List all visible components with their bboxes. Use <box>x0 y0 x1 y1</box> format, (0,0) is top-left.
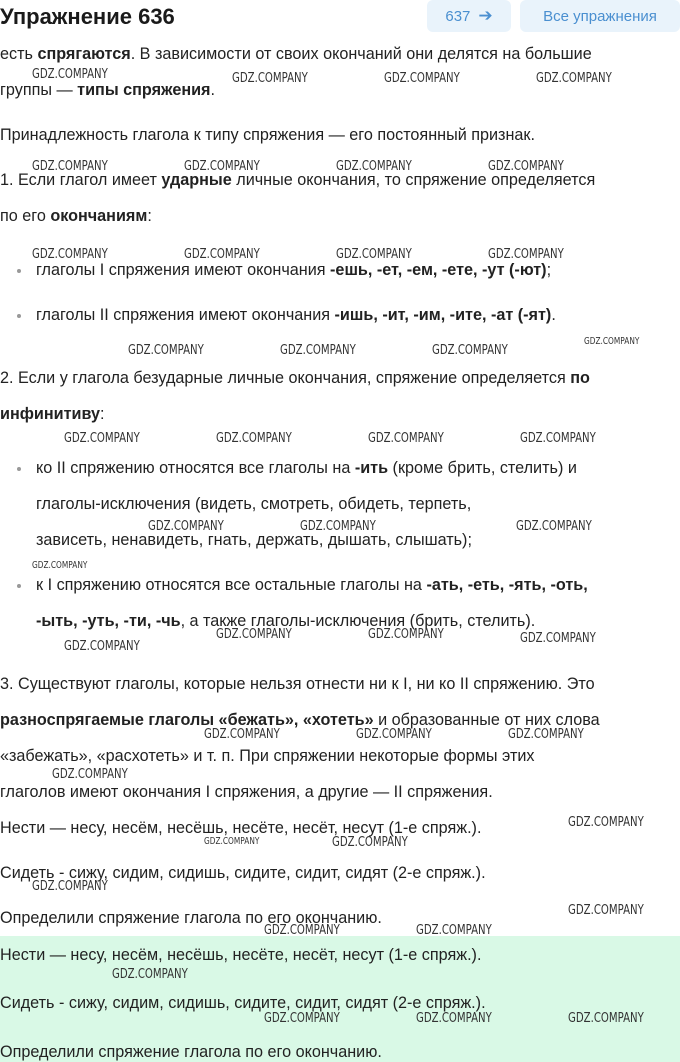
bullet-dot <box>17 467 21 471</box>
watermark: GDZ.COMPANY <box>32 159 108 174</box>
example-line: Определили спряжение глагола по его окончанию. <box>0 909 382 927</box>
watermark: GDZ.COMPANY <box>128 343 204 358</box>
text-line: инфинитиву: <box>0 405 105 423</box>
watermark: GDZ.COMPANY <box>332 835 408 850</box>
watermark: GDZ.COMPANY <box>488 247 564 262</box>
watermark: GDZ.COMPANY <box>568 903 644 918</box>
next-exercise-button[interactable] <box>427 0 511 32</box>
all-exercises-button[interactable]: Все упражнения <box>520 0 680 32</box>
watermark: GDZ.COMPANY <box>184 247 260 262</box>
list-item-cont: зависеть, ненавидеть, гнать, держать, дышать, слышать); <box>36 531 472 549</box>
watermark: GDZ.COMPANY <box>368 431 444 446</box>
answer-line: Определили спряжение глагола по его окончанию. <box>0 1043 382 1061</box>
watermark: GDZ.COMPANY <box>516 519 592 534</box>
watermark: GDZ.COMPANY <box>280 343 356 358</box>
watermark: GDZ.COMPANY <box>536 71 612 86</box>
watermark: GDZ.COMPANY <box>32 879 108 894</box>
example-line: Сидеть - сижу, сидим, сидишь, сидите, сидит, сидят (2-е спряж.). <box>0 864 486 882</box>
text-line: по его окончаниям: <box>0 207 152 225</box>
answer-line: Сидеть - сижу, сидим, сидишь, сидите, сидит, сидят (2-е спряж.). <box>0 994 486 1012</box>
list-item: к I спряжению относятся все остальные глаголы на -ать, -еть, -ять, -оть, <box>36 576 588 594</box>
bullet-dot <box>17 584 21 588</box>
text-line: глаголов имеют окончания I спряжения, а другие — II спряжения. <box>0 783 493 801</box>
watermark: GDZ.COMPANY <box>264 1011 340 1026</box>
text-line: «забежать», «расхотеть» и т. п. При спряжении некоторые формы этих <box>0 747 535 765</box>
watermark: GDZ.COMPANY <box>300 519 376 534</box>
watermark: GDZ.COMPANY <box>264 923 340 938</box>
text-line: есть спрягаются. В зависимости от своих окончаний они делятся на большие <box>0 45 592 63</box>
watermark: GDZ.COMPANY <box>64 639 140 654</box>
watermark: GDZ.COMPANY <box>336 247 412 262</box>
bullet-dot <box>17 314 21 318</box>
watermark: GDZ.COMPANY <box>112 967 188 982</box>
watermark: GDZ.COMPANY <box>356 727 432 742</box>
watermark: GDZ.COMPANY <box>216 627 292 642</box>
answer-block <box>0 936 680 1062</box>
watermark: GDZ.COMPANY <box>384 71 460 86</box>
list-item-cont: -ыть, -уть, -ти, -чь, а также глаголы-исключения (брить, стелить). <box>36 612 536 630</box>
watermark: GDZ.COMPANY <box>416 1011 492 1026</box>
bullet-dot <box>17 269 21 273</box>
answer-line: Нести — несу, несём, несёшь, несёте, несёт, несут (1-е спряж.). <box>0 946 482 964</box>
watermark: GDZ.COMPANY <box>204 836 260 847</box>
watermark: GDZ.COMPANY <box>204 727 280 742</box>
watermark: GDZ.COMPANY <box>416 923 492 938</box>
watermark: GDZ.COMPANY <box>232 71 308 86</box>
watermark: GDZ.COMPANY <box>568 1011 644 1026</box>
list-item: глаголы I спряжения имеют окончания -ешь, -ет, -ем, -ете, -ут (-ют); <box>36 261 552 279</box>
text-line: разноспрягаемые глаголы «бежать», «хотеть» и образованные от них слова <box>0 711 600 729</box>
text-line: 1. Если глагол имеет ударные личные окончания, то спряжение определяется <box>0 171 596 189</box>
watermark: GDZ.COMPANY <box>368 627 444 642</box>
next-exercise-label: 637 <box>445 7 471 25</box>
watermark: GDZ.COMPANY <box>32 67 108 82</box>
watermark: GDZ.COMPANY <box>520 431 596 446</box>
watermark: GDZ.COMPANY <box>520 631 596 646</box>
arrow-right-icon: ➔ <box>478 6 493 25</box>
example-line: Нести — несу, несём, несёшь, несёте, несёт, несут (1-е спряж.). <box>0 819 482 837</box>
watermark: GDZ.COMPANY <box>148 519 224 534</box>
watermark: GDZ.COMPANY <box>184 159 260 174</box>
watermark: GDZ.COMPANY <box>488 159 564 174</box>
watermark: GDZ.COMPANY <box>432 343 508 358</box>
text-line: 2. Если у глагола безударные личные окончания, спряжение определяется по <box>0 369 590 387</box>
text-line: Принадлежность глагола к типу спряжения — его постоянный признак. <box>0 126 536 144</box>
watermark: GDZ.COMPANY <box>584 336 640 347</box>
watermark: GDZ.COMPANY <box>568 815 644 830</box>
watermark: GDZ.COMPANY <box>32 560 88 571</box>
list-item-cont: глаголы-исключения (видеть, смотреть, обидеть, терпеть, <box>36 495 472 513</box>
watermark: GDZ.COMPANY <box>64 431 140 446</box>
watermark: GDZ.COMPANY <box>336 159 412 174</box>
watermark: GDZ.COMPANY <box>32 247 108 262</box>
list-item: глаголы II спряжения имеют окончания -ишь, -ит, -им, -ите, -ат (-ят). <box>36 306 556 324</box>
page-title: Упражнение 636 <box>0 4 175 29</box>
page-header <box>0 0 680 34</box>
watermark: GDZ.COMPANY <box>508 727 584 742</box>
list-item: ко II спряжению относятся все глаголы на -ить (кроме брить, стелить) и <box>36 459 577 477</box>
text-line: группы — типы спряжения. <box>0 81 215 99</box>
watermark: GDZ.COMPANY <box>52 767 128 782</box>
text-line: 3. Существуют глаголы, которые нельзя отнести ни к I, ни ко II спряжению. Это <box>0 675 595 693</box>
watermark: GDZ.COMPANY <box>216 431 292 446</box>
